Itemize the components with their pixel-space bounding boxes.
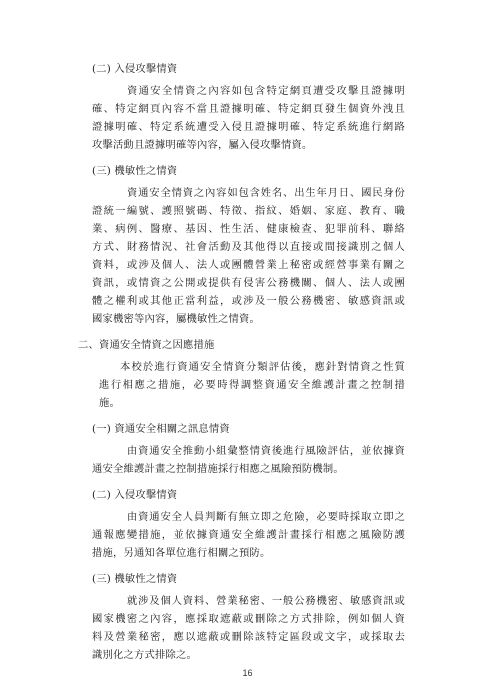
paragraph-line: 通安全維護計畫之控制措施採行相應之風險預防機制。 [92,463,344,475]
paragraph-line: 業、病例、醫療、基因、性生活、健康檢查、犯罪前科、聯絡 [92,223,405,235]
paragraph-line: 由資通安全推動小組彙整情資後進行風險評估，並依據資 [127,445,405,457]
paragraph-line: 措施，另通知各單位進行相關之預防。 [92,547,271,559]
paragraph-line: 攻擊活動且證據明確等內容，屬入侵攻擊情資。 [92,139,313,151]
paragraph-line: 國家機密之內容，應採取遮蔽或刪除之方式排除，例如個人資 [92,613,405,625]
paragraph-line: 本校於進行資通安全情資分類評估後，應針對情資之性質 [120,361,405,373]
paragraph-line: 方式、財務情況、社會活動及其他得以直接或間接識別之個人 [92,241,405,253]
paragraph-line: 識別化之方式排除之。 [92,649,197,661]
section-heading: (三) 機敏性之情資 [92,165,178,177]
paragraph-line: 確、特定網頁內容不當且證據明確、特定網頁發生個資外洩且 [92,103,405,115]
section-heading: (三) 機敏性之情資 [92,573,178,585]
paragraph-line: 由資通安全人員判斷有無立即之危險，必要時採取立即之 [127,511,405,523]
paragraph-line: 資通安全情資之內容如包含特定網頁遭受攻擊且證據明 [127,85,405,97]
paragraph-line: 資訊，或情資之公開或提供有侵害公務機關、個人、法人或團 [92,277,405,289]
page-number: 16 [242,668,253,678]
section-heading: (二) 入侵攻擊情資 [92,489,178,501]
paragraph-line: 體之權利或其他正當利益，或涉及一般公務機密、敏感資訊或 [92,295,405,307]
section-heading: (二) 入侵攻擊情資 [92,63,178,75]
paragraph-line: 證統一編號、護照號碼、特徵、指紋、婚姻、家庭、教育、職 [92,205,405,217]
paragraph-line: 通報應變措施，並依據資通安全維護計畫採行相應之風險防護 [92,529,405,541]
paragraph-line: 證據明確、特定系統遭受入侵且證據明確、特定系統進行網路 [92,121,405,133]
paragraph-line: 國家機密等內容，屬機敏性之情資。 [92,313,260,325]
section-heading-main: 二、資通安全情資之因應措施 [78,339,215,351]
paragraph-line: 施。 [99,397,120,409]
section-heading: (一) 資通安全相關之訊息情資 [92,423,230,435]
paragraph-line: 就涉及個人資料、營業秘密、一般公務機密、敏感資訊或 [127,595,405,607]
paragraph-line: 資通安全情資之內容如包含姓名、出生年月日、國民身份 [127,187,405,199]
paragraph-line: 資料，或涉及個人、法人或團體營業上秘密或經營事業有關之 [92,259,405,271]
paragraph-line: 進行相應之措施，必要時得調整資通安全維護計畫之控制措 [99,379,405,391]
paragraph-line: 料及營業秘密，應以遮蔽或刪除該特定區段或文字，或採取去 [92,631,405,643]
